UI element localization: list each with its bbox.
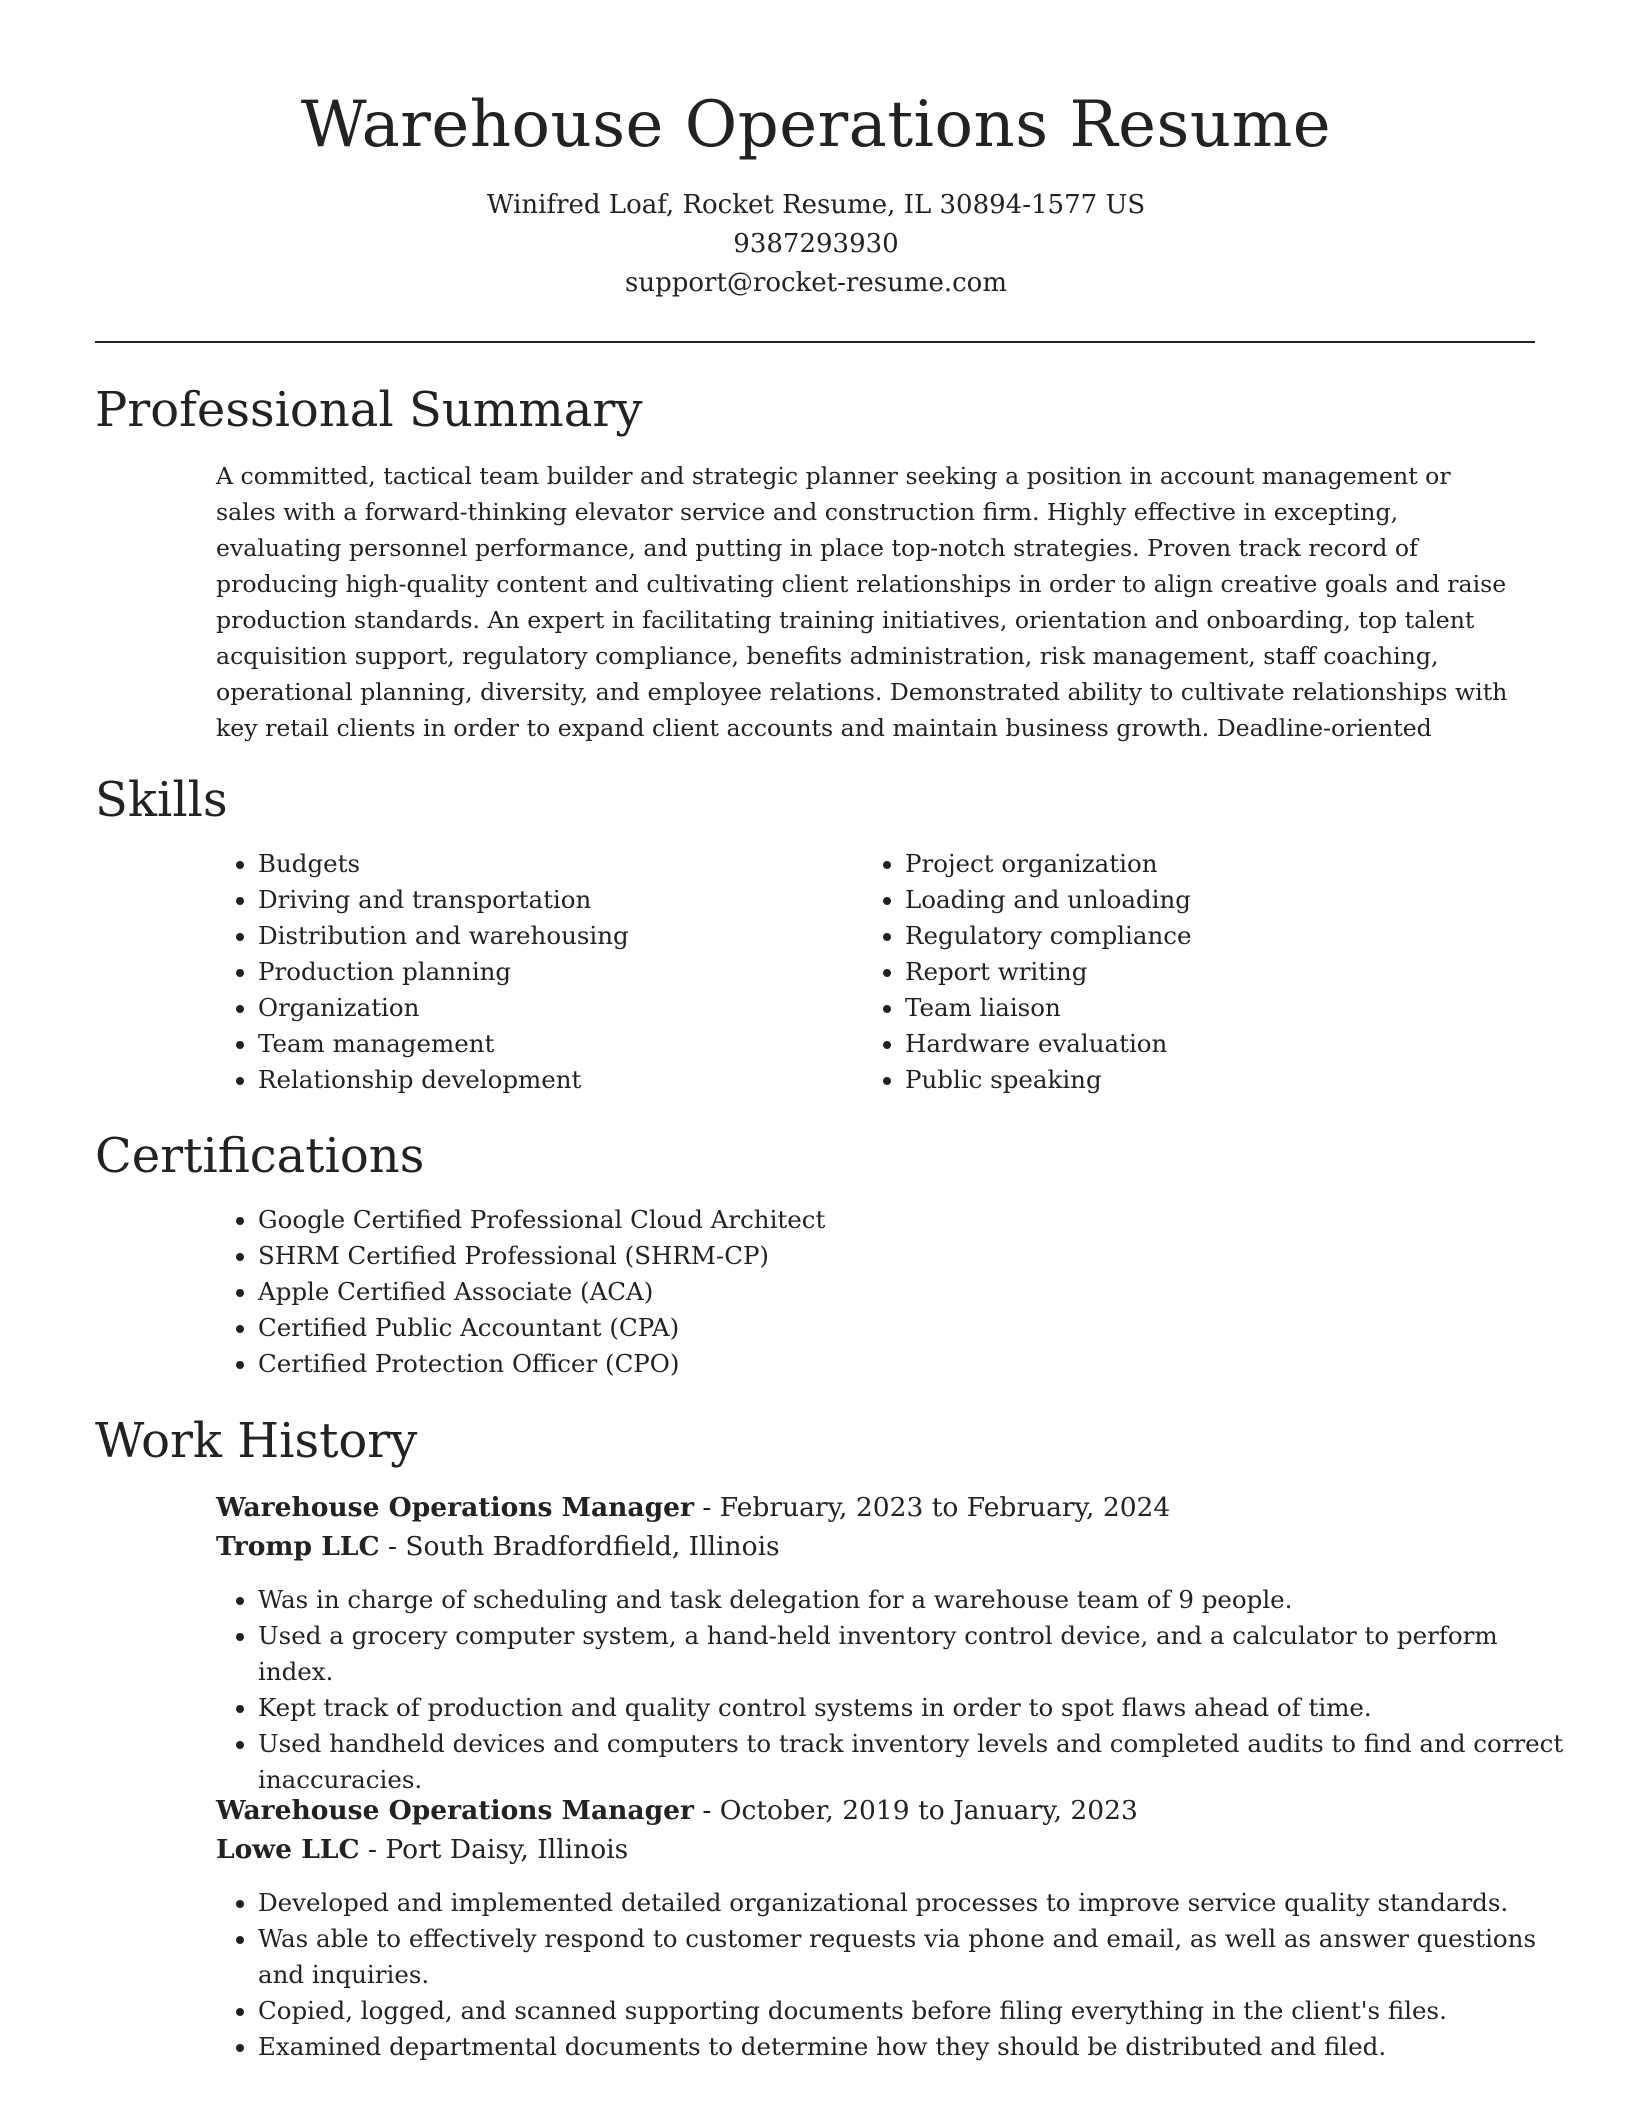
skills-list-left: [214, 846, 629, 1098]
skill-item: • Hardware evaluation: [905, 1026, 1191, 1062]
job-title-line: Warehouse Operations Manager - February, 2023 to February, 2024: [216, 1492, 1171, 1523]
skill-item: • Budgets: [258, 846, 629, 882]
job-duty-item: • Used a grocery computer system, a hand-held inventory control device, and a calculator to perform index.: [258, 1618, 1578, 1690]
certification-item: • Google Certified Professional Cloud Architect: [258, 1202, 825, 1238]
job-location: South Bradfordfield, Illinois: [405, 1531, 780, 1562]
skill-item: • Public speaking: [905, 1062, 1191, 1098]
skills-list-right: [861, 846, 1191, 1098]
job-duty-item: • Was in charge of scheduling and task delegation for a warehouse team of 9 people.: [258, 1582, 1578, 1618]
certification-item: • Certified Public Accountant (CPA): [258, 1310, 825, 1346]
skill-item: • Production planning: [258, 954, 629, 990]
job-duty-item: • Kept track of production and quality control systems in order to spot flaws ahead of time.: [258, 1690, 1578, 1726]
certification-item: • Apple Certified Associate (ACA): [258, 1274, 825, 1310]
skill-item: • Loading and unloading: [905, 882, 1191, 918]
certification-item: • SHRM Certified Professional (SHRM-CP): [258, 1238, 825, 1274]
job-duty-item: • Examined departmental documents to determine how they should be distributed and filed.: [258, 2029, 1578, 2065]
skill-item: • Team liaison: [905, 990, 1191, 1026]
job-dates: February, 2023 to February, 2024: [719, 1492, 1171, 1523]
skill-item: • Driving and transportation: [258, 882, 629, 918]
job-company-line: Tromp LLC - South Bradfordfield, Illinois: [216, 1531, 780, 1562]
job-title-line: Warehouse Operations Manager - October, 2019 to January, 2023: [216, 1795, 1138, 1826]
work-history-heading: Work History: [95, 1413, 418, 1469]
skill-item: • Team management: [258, 1026, 629, 1062]
resume-header: [0, 0, 1632, 303]
contact-address: Winifred Loaf, Rocket Resume, IL 30894-1577 US: [486, 190, 1146, 220]
skill-item: • Regulatory compliance: [905, 918, 1191, 954]
job-duties-list: [214, 1885, 1578, 2065]
job-title: Warehouse Operations Manager: [216, 1795, 694, 1826]
job-company-line: Lowe LLC - Port Daisy, Illinois: [216, 1834, 629, 1865]
resume-title: Warehouse Operations Resume: [300, 88, 1332, 162]
skill-item: • Distribution and warehousing: [258, 918, 629, 954]
skill-item: • Report writing: [905, 954, 1191, 990]
job-duty-item: • Was able to effectively respond to customer requests via phone and email, as well as answer questions and inquiries.: [258, 1921, 1578, 1993]
job-dates: October, 2019 to January, 2023: [719, 1795, 1138, 1826]
certification-item: • Certified Protection Officer (CPO): [258, 1346, 825, 1382]
contact-phone: 9387293930: [733, 229, 899, 259]
summary-text: A committed, tactical team builder and strategic planner seeking a position in account management or sales with a forward-thinking elevator service and construction firm. Highly effective in excepting, evaluating personnel performance, and putting in place top-notch strategies. Proven track record of producing high-quality content and cultivating client relationships in order to align creative goals and raise production standards. An expert in facilitating training initiatives, orientation and onboarding, top talent acquisition support, regulatory compliance, benefits administration, risk management, staff coaching, operational planning, diversity, and employee relations. Demonstrated ability to cultivate relationships with key retail clients in order to expand client accounts and maintain business growth. Deadline-oriented: [216, 462, 1508, 742]
skill-item: • Project organization: [905, 846, 1191, 882]
job-duty-item: • Used handheld devices and computers to track inventory levels and completed audits to find and correct inaccuracies.: [258, 1726, 1578, 1798]
skill-item: • Organization: [258, 990, 629, 1026]
skills-heading: Skills: [95, 772, 228, 828]
job-duty-item: • Developed and implemented detailed organizational processes to improve service quality standards.: [258, 1885, 1578, 1921]
job-company: Tromp LLC: [216, 1531, 380, 1562]
job-duty-item: • Copied, logged, and scanned supporting documents before filing everything in the client's files.: [258, 1993, 1578, 2029]
job-duties-list: [214, 1582, 1578, 1798]
contact-block: [0, 186, 1632, 303]
summary-heading: Professional Summary: [95, 382, 643, 438]
contact-email: support@rocket-resume.com: [624, 268, 1007, 298]
header-divider: [95, 341, 1535, 343]
skill-item: • Relationship development: [258, 1062, 629, 1098]
job-title: Warehouse Operations Manager: [216, 1492, 694, 1523]
certifications-list: [214, 1202, 825, 1382]
certifications-heading: Certifications: [95, 1128, 425, 1184]
job-company: Lowe LLC: [216, 1834, 360, 1865]
job-location: Port Daisy, Illinois: [385, 1834, 629, 1865]
